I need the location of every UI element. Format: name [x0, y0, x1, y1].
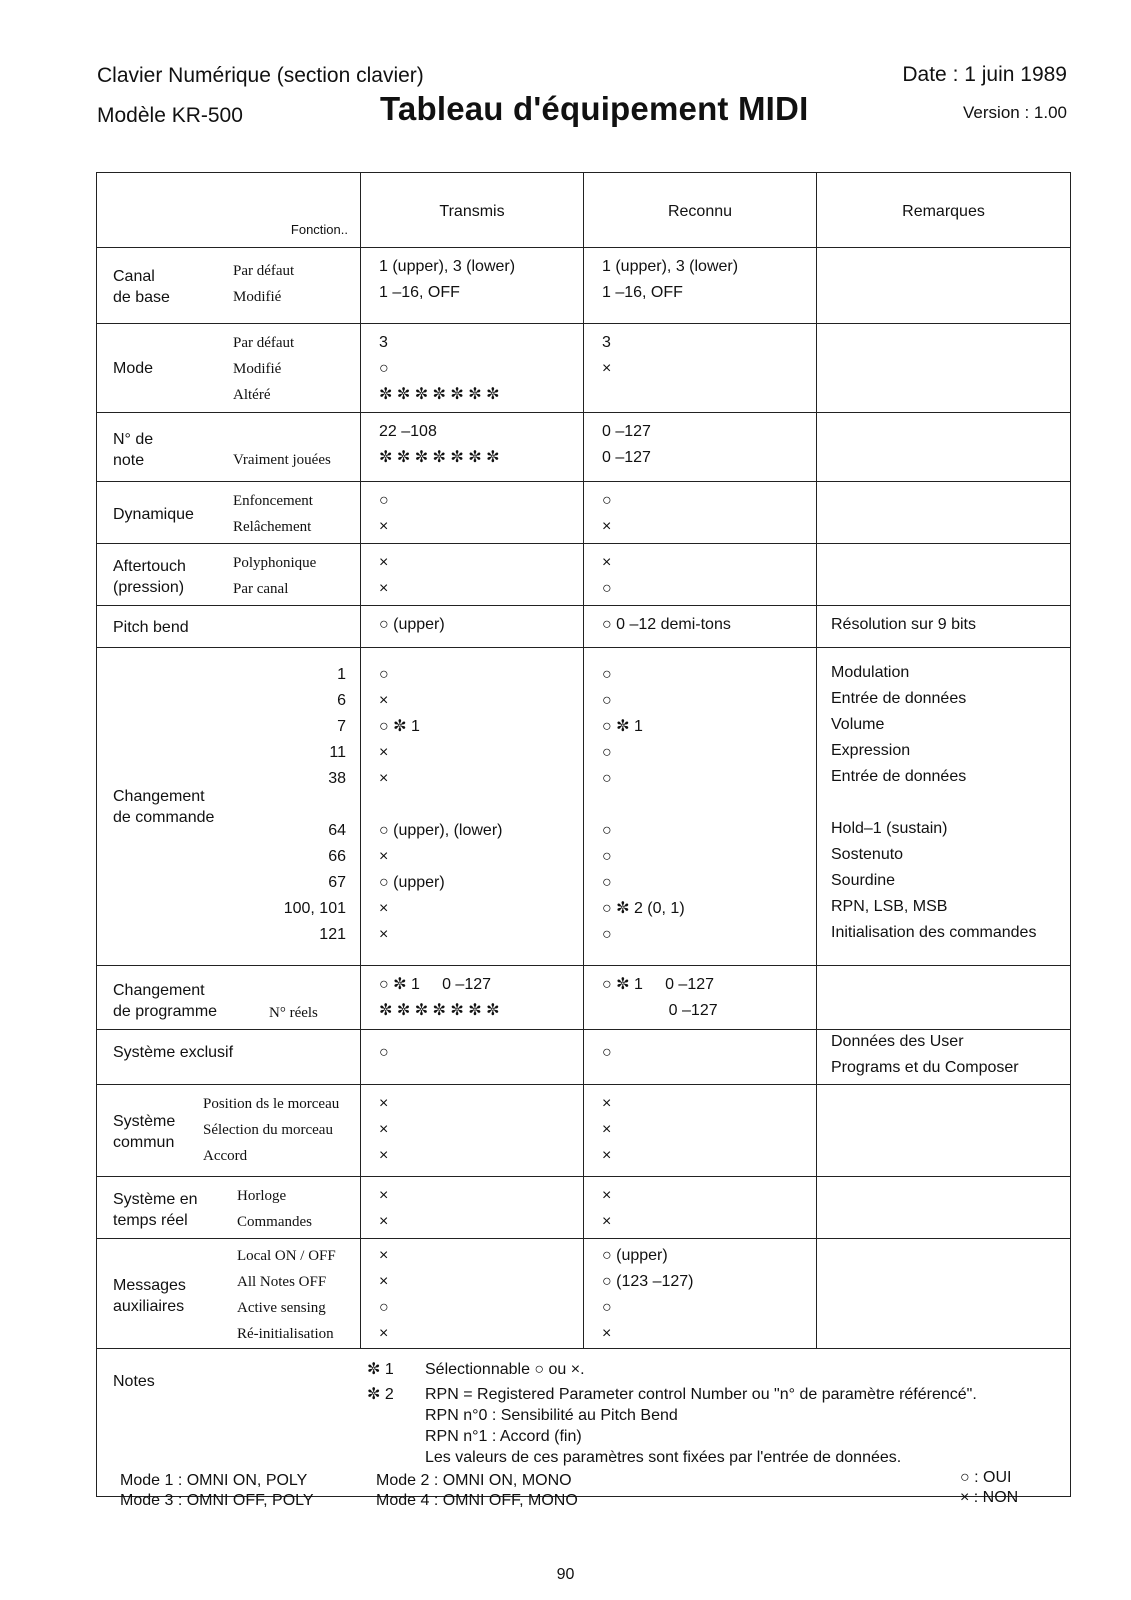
page-title: Tableau d'équipement MIDI — [380, 90, 809, 127]
notes-body — [367, 1359, 977, 1468]
fn-subs: Par défaut Modifié — [233, 263, 295, 305]
remarques-common — [817, 1085, 1071, 1177]
fn-subs: Polyphonique Par canal — [233, 555, 317, 597]
transmis-common: × × × — [361, 1085, 584, 1177]
row-dynamique — [97, 482, 1071, 544]
remarques-pitchbend: Résolution sur 9 bits — [817, 606, 1071, 648]
row-aftertouch — [97, 544, 1071, 606]
legend-oui: ○ : OUI — [960, 1469, 1012, 1486]
row-aux — [97, 1239, 1071, 1349]
remarques-aftertouch — [817, 544, 1071, 606]
footer-modes-right: Mode 2 : OMNI ON, MONO Mode 4 : OMNI OFF, MONO — [376, 1472, 578, 1509]
transmis-dynamique: ○ × — [361, 482, 584, 544]
fn-subs: Horloge Commandes — [237, 1188, 312, 1230]
table-header-row — [97, 173, 1071, 248]
fn-label: Aftertouch (pression) — [113, 558, 186, 596]
fn-label: Messages auxiliaires — [113, 1277, 186, 1315]
fn-label: Système exclusif — [113, 1044, 234, 1061]
fn-common — [97, 1085, 361, 1177]
note-2-key: ✼ 2 — [367, 1386, 394, 1403]
reconnu-common: × × × — [584, 1085, 817, 1177]
remarques-dynamique — [817, 482, 1071, 544]
remarques-cc: Modulation Entrée de données Volume Expression Entrée de données Hold–1 (sustain) Sostenuto Sourdine RPN, LSB, MSB Initialisation des commandes — [817, 648, 1071, 966]
row-control-change — [97, 648, 1071, 966]
fn-subs: N° réels — [269, 1005, 318, 1021]
transmis-sysex: ○ — [361, 1030, 584, 1085]
reconnu-mode: 3 × — [584, 324, 817, 413]
fn-label: Canal de base — [113, 268, 170, 306]
note-1-key: ✼ 1 — [367, 1361, 394, 1378]
row-sysex — [97, 1030, 1071, 1085]
fn-sysex — [97, 1030, 361, 1085]
transmis-note: 22 –108 ✼ ✼ ✼ ✼ ✼ ✼ ✼ — [361, 413, 584, 482]
reconnu-dynamique: ○ × — [584, 482, 817, 544]
fn-canal — [97, 248, 361, 324]
header-fonction: Fonction.. — [97, 173, 361, 248]
legend-non: × : NON — [960, 1489, 1019, 1506]
note-2-line: RPN = Registered Parameter control Number ou "n° de paramètre référencé". — [425, 1386, 977, 1403]
fn-label: Changement de programme — [113, 982, 218, 1020]
model-line: Modèle KR-500 — [97, 104, 243, 127]
fn-label: Dynamique — [113, 506, 194, 523]
product-line: Clavier Numérique (section clavier) — [97, 64, 424, 87]
fn-dynamique — [97, 482, 361, 544]
header-remarques: Remarques — [817, 173, 1071, 248]
transmis-program: ○ ✼ 1 0 –127 ✼ ✼ ✼ ✼ ✼ ✼ ✼ — [361, 966, 584, 1030]
remarques-sysex: Données des User Programs et du Composer — [817, 1030, 1071, 1085]
reconnu-aftertouch: × ○ — [584, 544, 817, 606]
fn-subs: Vraiment jouées — [233, 452, 331, 468]
row-common — [97, 1085, 1071, 1177]
cc-numbers: 1 6 7 11 38 64 66 67 100, 101 121 — [283, 666, 346, 943]
fn-subs: Par défaut Modifié Altéré — [233, 335, 295, 403]
note-2-line: RPN n°1 : Accord (fin) — [425, 1428, 582, 1445]
remarques-canal — [817, 248, 1071, 324]
fn-label: Système commun — [113, 1113, 176, 1151]
notes-label: Notes — [113, 1373, 155, 1390]
remarques-aux — [817, 1239, 1071, 1349]
reconnu-canal: 1 (upper), 3 (lower) 1 –16, OFF — [584, 248, 817, 324]
fn-subs: Enfoncement Relâchement — [233, 493, 313, 535]
fn-label: N° de note — [113, 431, 154, 469]
page-number: 90 — [556, 1566, 575, 1583]
transmis-canal: 1 (upper), 3 (lower) 1 –16, OFF — [361, 248, 584, 324]
footer-legend — [960, 1468, 1018, 1508]
reconnu-pitchbend: ○ 0 –12 demi-tons — [584, 606, 817, 648]
fn-aux — [97, 1239, 361, 1349]
reconnu-realtime: × × — [584, 1177, 817, 1239]
midi-implementation-table — [96, 172, 1071, 1497]
fn-label: Pitch bend — [113, 619, 189, 636]
transmis-pitchbend: ○ (upper) — [361, 606, 584, 648]
fn-label: Système en temps réel — [113, 1191, 198, 1229]
transmis-aftertouch: × × — [361, 544, 584, 606]
fn-note — [97, 413, 361, 482]
transmis-aux: × × ○ × — [361, 1239, 584, 1349]
header-transmis: Transmis — [361, 173, 584, 248]
transmis-cc: ○ × ○ ✼ 1 × × ○ (upper), (lower) × ○ (upper) × × — [361, 648, 584, 966]
header-reconnu: Reconnu — [584, 173, 817, 248]
remarques-mode — [817, 324, 1071, 413]
remarques-note — [817, 413, 1071, 482]
row-canal — [97, 248, 1071, 324]
row-note — [97, 413, 1071, 482]
fn-mode — [97, 324, 361, 413]
reconnu-cc: ○ ○ ○ ✼ 1 ○ ○ ○ ○ ○ ○ ✼ 2 (0, 1) ○ — [584, 648, 817, 966]
reconnu-note: 0 –127 0 –127 — [584, 413, 817, 482]
remarques-realtime — [817, 1177, 1071, 1239]
note-1-text: Sélectionnable ○ ou ×. — [425, 1361, 585, 1378]
footer-modes-left: Mode 1 : OMNI ON, POLY Mode 3 : OMNI OFF, POLY — [120, 1472, 314, 1509]
date-line: Date : 1 juin 1989 — [902, 63, 1067, 86]
transmis-mode: 3 ○ ✼ ✼ ✼ ✼ ✼ ✼ ✼ — [361, 324, 584, 413]
row-program-change — [97, 966, 1071, 1030]
note-2-line: Les valeurs de ces paramètres sont fixées par l'entrée de données. — [425, 1449, 902, 1466]
fn-subs: Local ON / OFF All Notes OFF Active sensing Ré-initialisation — [237, 1248, 336, 1342]
reconnu-sysex: ○ — [584, 1030, 817, 1085]
fn-control-change — [97, 648, 361, 966]
row-pitchbend — [97, 606, 1071, 648]
row-mode — [97, 324, 1071, 413]
fn-realtime — [97, 1177, 361, 1239]
transmis-realtime: × × — [361, 1177, 584, 1239]
remarques-program — [817, 966, 1071, 1030]
fn-label: Changement de commande — [113, 788, 215, 826]
fn-pitchbend — [97, 606, 361, 648]
fn-label: Mode — [113, 360, 154, 377]
fn-subs: Position ds le morceau Sélection du morceau Accord — [203, 1096, 340, 1164]
reconnu-program: ○ ✼ 1 0 –127 0 –127 — [584, 966, 817, 1030]
note-2-line: RPN n°0 : Sensibilité au Pitch Bend — [425, 1407, 678, 1424]
row-realtime — [97, 1177, 1071, 1239]
fn-program-change — [97, 966, 361, 1030]
reconnu-aux: ○ (upper) ○ (123 –127) ○ × — [584, 1239, 817, 1349]
version-line: Version : 1.00 — [963, 103, 1067, 122]
fn-aftertouch — [97, 544, 361, 606]
